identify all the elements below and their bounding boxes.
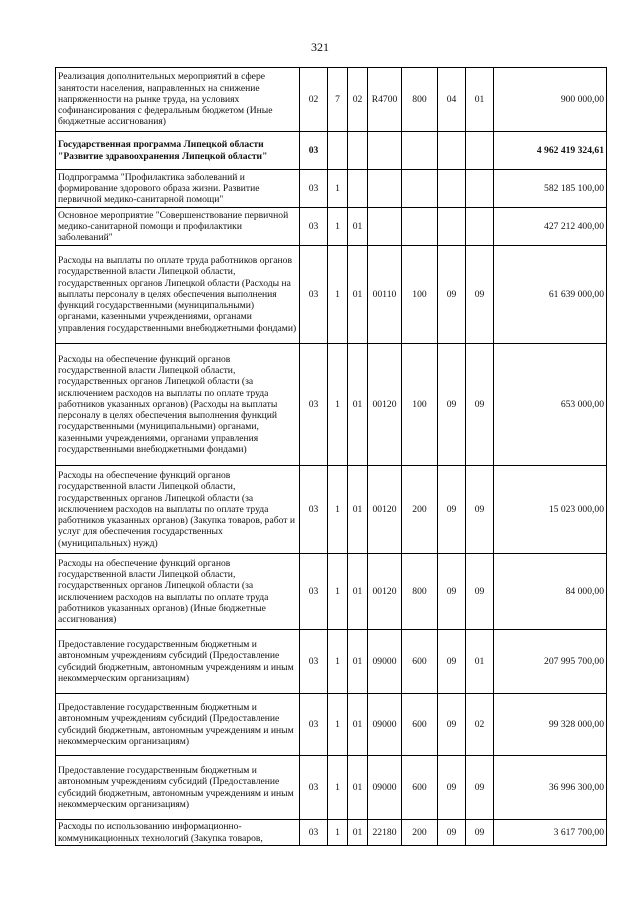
row-name-cell: Расходы на обеспечение функций органов государственной власти Липецкой области, государственных органов Липецкой области (за исключением расходов на выплаты по оплате труда работников указанных органов) (Закупка товаров, работ и услуг для обеспечения государственных (муниципальных) нужд) [56,466,300,554]
measure-code-cell: 01 [348,554,368,630]
program-code-cell: 03 [300,630,328,694]
direction-code-cell: 22180 [368,820,402,846]
direction-code-cell: 09000 [368,630,402,694]
program-code-cell: 03 [300,246,328,344]
program-code-cell: 03 [300,820,328,846]
table-row [56,170,607,208]
program-code-cell: 03 [300,132,328,170]
table-row [56,68,607,132]
amount-cell: 427 212 400,00 [494,208,607,246]
table-row [56,132,607,170]
measure-code-cell: 01 [348,246,368,344]
expense-type-code-cell [402,132,438,170]
direction-code-cell: 09000 [368,694,402,756]
program-code-cell: 02 [300,68,328,132]
amount-cell: 61 639 000,00 [494,246,607,344]
section-code-cell: 04 [438,68,466,132]
subprogram-code-cell: 7 [328,68,348,132]
subprogram-code-cell: 1 [328,246,348,344]
expense-type-code-cell: 200 [402,466,438,554]
measure-code-cell [348,132,368,170]
measure-code-cell: 01 [348,820,368,846]
subprogram-code-cell: 1 [328,170,348,208]
section-code-cell: 09 [438,820,466,846]
subprogram-code-cell: 1 [328,554,348,630]
row-name-cell: Основное мероприятие "Совершенствование первичной медико-санитарной помощи и профилактики заболеваний" [56,208,300,246]
subsection-code-cell: 02 [466,694,494,756]
program-code-cell: 03 [300,466,328,554]
measure-code-cell: 01 [348,694,368,756]
measure-code-cell: 01 [348,630,368,694]
direction-code-cell [368,170,402,208]
program-code-cell: 03 [300,208,328,246]
amount-cell: 15 023 000,00 [494,466,607,554]
table-row [56,246,607,344]
amount-cell: 582 185 100,00 [494,170,607,208]
program-code-cell: 03 [300,694,328,756]
table-row [56,630,607,694]
direction-code-cell: 00120 [368,466,402,554]
program-code-cell: 03 [300,344,328,466]
amount-cell: 36 996 300,00 [494,756,607,820]
amount-cell: 99 328 000,00 [494,694,607,756]
section-code-cell: 09 [438,246,466,344]
expense-type-code-cell: 100 [402,344,438,466]
subsection-code-cell [466,208,494,246]
subprogram-code-cell: 1 [328,466,348,554]
subsection-code-cell [466,170,494,208]
row-name-cell: Предоставление государственным бюджетным и автономным учреждениям субсидий (Предоставление субсидий бюджетным, автономным учреждениям и иным некоммерческим организациям) [56,630,300,694]
row-name-cell: Расходы на выплаты по оплате труда работников органов государственной власти Липецкой области, государственных органов Липецкой области (Расходы на выплаты персоналу в целях обеспечения выполнения функций государственными (муниципальными) органами, казенными учреждениями, органами управления государственными внебюджетными фондами) [56,246,300,344]
amount-cell: 84 000,00 [494,554,607,630]
section-code-cell: 09 [438,466,466,554]
subsection-code-cell: 01 [466,68,494,132]
amount-cell: 3 617 700,00 [494,820,607,846]
subprogram-code-cell [328,132,348,170]
subsection-code-cell: 09 [466,756,494,820]
measure-code-cell: 01 [348,344,368,466]
expense-type-code-cell [402,170,438,208]
direction-code-cell [368,208,402,246]
direction-code-cell: 00120 [368,554,402,630]
subprogram-code-cell: 1 [328,694,348,756]
section-code-cell: 09 [438,756,466,820]
section-code-cell: 09 [438,694,466,756]
table-row [56,694,607,756]
measure-code-cell: 02 [348,68,368,132]
subprogram-code-cell: 1 [328,208,348,246]
page-number: 321 [311,40,329,54]
subprogram-code-cell: 1 [328,756,348,820]
measure-code-cell: 01 [348,756,368,820]
section-code-cell: 09 [438,630,466,694]
expense-type-code-cell: 600 [402,756,438,820]
subprogram-code-cell: 1 [328,344,348,466]
program-code-cell: 03 [300,554,328,630]
expense-type-code-cell: 800 [402,554,438,630]
row-name-cell: Реализация дополнительных мероприятий в сфере занятости населения, направленных на снижение напряженности на рынке труда, на условиях софинансирования с федеральным бюджетом (Иные бюджетные ассигнования) [56,68,300,132]
measure-code-cell [348,170,368,208]
table-row [56,554,607,630]
program-code-cell: 03 [300,756,328,820]
amount-cell: 900 000,00 [494,68,607,132]
expense-type-code-cell: 200 [402,820,438,846]
direction-code-cell: 09000 [368,756,402,820]
table-row [56,466,607,554]
expense-type-code-cell: 600 [402,694,438,756]
row-name-cell: Расходы на обеспечение функций органов государственной власти Липецкой области, государственных органов Липецкой области (за исключением расходов на выплаты по оплате труда работников указанных органов) (Расходы на выплаты персоналу в целях обеспечения выполнения функций государственными (муниципальными) органами, казенными учреждениями, органами управления государственными внебюджетными фондами) [56,344,300,466]
direction-code-cell: 00120 [368,344,402,466]
subprogram-code-cell: 1 [328,820,348,846]
subsection-code-cell: 09 [466,344,494,466]
subsection-code-cell: 09 [466,554,494,630]
row-name-cell: Предоставление государственным бюджетным и автономным учреждениям субсидий (Предоставление субсидий бюджетным, автономным учреждениям и иным некоммерческим организациям) [56,694,300,756]
direction-code-cell [368,132,402,170]
subsection-code-cell [466,132,494,170]
measure-code-cell: 01 [348,208,368,246]
subsection-code-cell: 09 [466,820,494,846]
section-code-cell [438,170,466,208]
expense-type-code-cell: 800 [402,68,438,132]
amount-cell: 653 000,00 [494,344,607,466]
section-code-cell [438,208,466,246]
direction-code-cell: R4700 [368,68,402,132]
expense-type-code-cell: 600 [402,630,438,694]
subsection-code-cell: 09 [466,466,494,554]
subsection-code-cell: 09 [466,246,494,344]
expense-type-code-cell [402,208,438,246]
row-name-cell: Расходы по использованию информационно-коммуникационных технологий (Закупка товаров, [56,820,300,846]
row-name-cell: Предоставление государственным бюджетным и автономным учреждениям субсидий (Предоставление субсидий бюджетным, автономным учреждениям и иным некоммерческим организациям) [56,756,300,820]
section-code-cell: 09 [438,344,466,466]
expense-type-code-cell: 100 [402,246,438,344]
section-code-cell: 09 [438,554,466,630]
row-name-cell: Подпрограмма "Профилактика заболеваний и формирование здорового образа жизни. Развитие первичной медико-санитарной помощи" [56,170,300,208]
measure-code-cell: 01 [348,466,368,554]
row-name-cell: Расходы на обеспечение функций органов государственной власти Липецкой области, государственных органов Липецкой области (за исключением расходов на выплаты по оплате труда работников указанных органов) (Иные бюджетные ассигнования) [56,554,300,630]
amount-cell: 207 995 700,00 [494,630,607,694]
amount-cell: 4 962 419 324,61 [494,132,607,170]
row-name-cell: Государственная программа Липецкой области "Развитие здравоохранения Липецкой области" [56,132,300,170]
direction-code-cell: 00110 [368,246,402,344]
program-code-cell: 03 [300,170,328,208]
table-row [56,820,607,846]
budget-table [55,67,607,846]
subprogram-code-cell: 1 [328,630,348,694]
table-row [56,756,607,820]
section-code-cell [438,132,466,170]
table-row [56,344,607,466]
table-row [56,208,607,246]
subsection-code-cell: 01 [466,630,494,694]
